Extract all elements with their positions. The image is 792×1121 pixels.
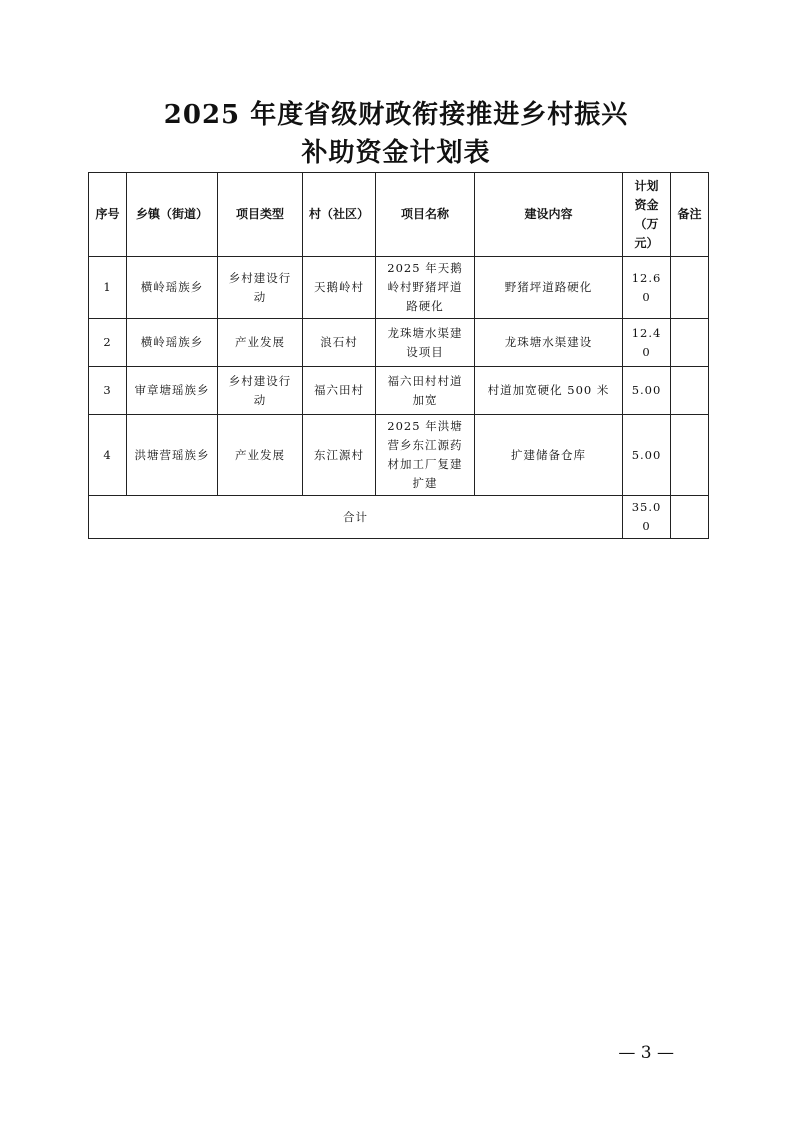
- cell-seq: 1: [89, 257, 127, 319]
- cell-content: 村道加宽硬化 500 米: [475, 367, 623, 415]
- table-row: [89, 367, 709, 415]
- header-type: 项目类型: [218, 173, 303, 257]
- cell-remark: [671, 367, 709, 415]
- cell-seq: 2: [89, 319, 127, 367]
- total-remark: [671, 496, 709, 539]
- page-number: — 3 —: [618, 1043, 674, 1063]
- cell-remark: [671, 257, 709, 319]
- title-line-2: 补助资金计划表: [301, 138, 491, 168]
- total-funds: 35.00: [623, 496, 671, 539]
- header-project-name: 项目名称: [376, 173, 475, 257]
- total-row: [89, 496, 709, 539]
- cell-township: 审章塘瑶族乡: [127, 367, 218, 415]
- total-label: 合计: [89, 496, 623, 539]
- header-funds: 计划资金（万元）: [623, 173, 671, 257]
- cell-township: 洪塘营瑶族乡: [127, 415, 218, 496]
- table-row: [89, 257, 709, 319]
- cell-content: 龙珠塘水渠建设: [475, 319, 623, 367]
- cell-village: 东江源村: [303, 415, 376, 496]
- cell-village: 天鹅岭村: [303, 257, 376, 319]
- cell-type: 产业发展: [218, 319, 303, 367]
- header-content: 建设内容: [475, 173, 623, 257]
- cell-type: 乡村建设行动: [218, 257, 303, 319]
- header-remark: 备注: [671, 173, 709, 257]
- cell-content: 扩建储备仓库: [475, 415, 623, 496]
- cell-remark: [671, 319, 709, 367]
- cell-funds: 5.00: [623, 367, 671, 415]
- cell-seq: 4: [89, 415, 127, 496]
- funding-plan-table: [88, 172, 709, 539]
- cell-type: 乡村建设行动: [218, 367, 303, 415]
- table-row: [89, 415, 709, 496]
- cell-remark: [671, 415, 709, 496]
- header-township: 乡镇（街道）: [127, 173, 218, 257]
- cell-village: 浪石村: [303, 319, 376, 367]
- cell-seq: 3: [89, 367, 127, 415]
- cell-village: 福六田村: [303, 367, 376, 415]
- header-village: 村（社区）: [303, 173, 376, 257]
- cell-project-name: 龙珠塘水渠建设项目: [376, 319, 475, 367]
- cell-project-name: 2025 年洪塘营乡东江源药材加工厂复建扩建: [376, 415, 475, 496]
- cell-funds: 5.00: [623, 415, 671, 496]
- cell-type: 产业发展: [218, 415, 303, 496]
- cell-funds: 12.60: [623, 257, 671, 319]
- cell-project-name: 福六田村村道加宽: [376, 367, 475, 415]
- header-seq: 序号: [89, 173, 127, 257]
- cell-project-name: 2025 年天鹅岭村野猪坪道路硬化: [376, 257, 475, 319]
- cell-content: 野猪坪道路硬化: [475, 257, 623, 319]
- table-header-row: [89, 173, 709, 257]
- title-line-1: 2025 年度省级财政衔接推进乡村振兴: [163, 100, 629, 130]
- cell-township: 横岭瑶族乡: [127, 319, 218, 367]
- cell-township: 横岭瑶族乡: [127, 257, 218, 319]
- table-row: [89, 319, 709, 367]
- document-title: [0, 96, 792, 172]
- cell-funds: 12.40: [623, 319, 671, 367]
